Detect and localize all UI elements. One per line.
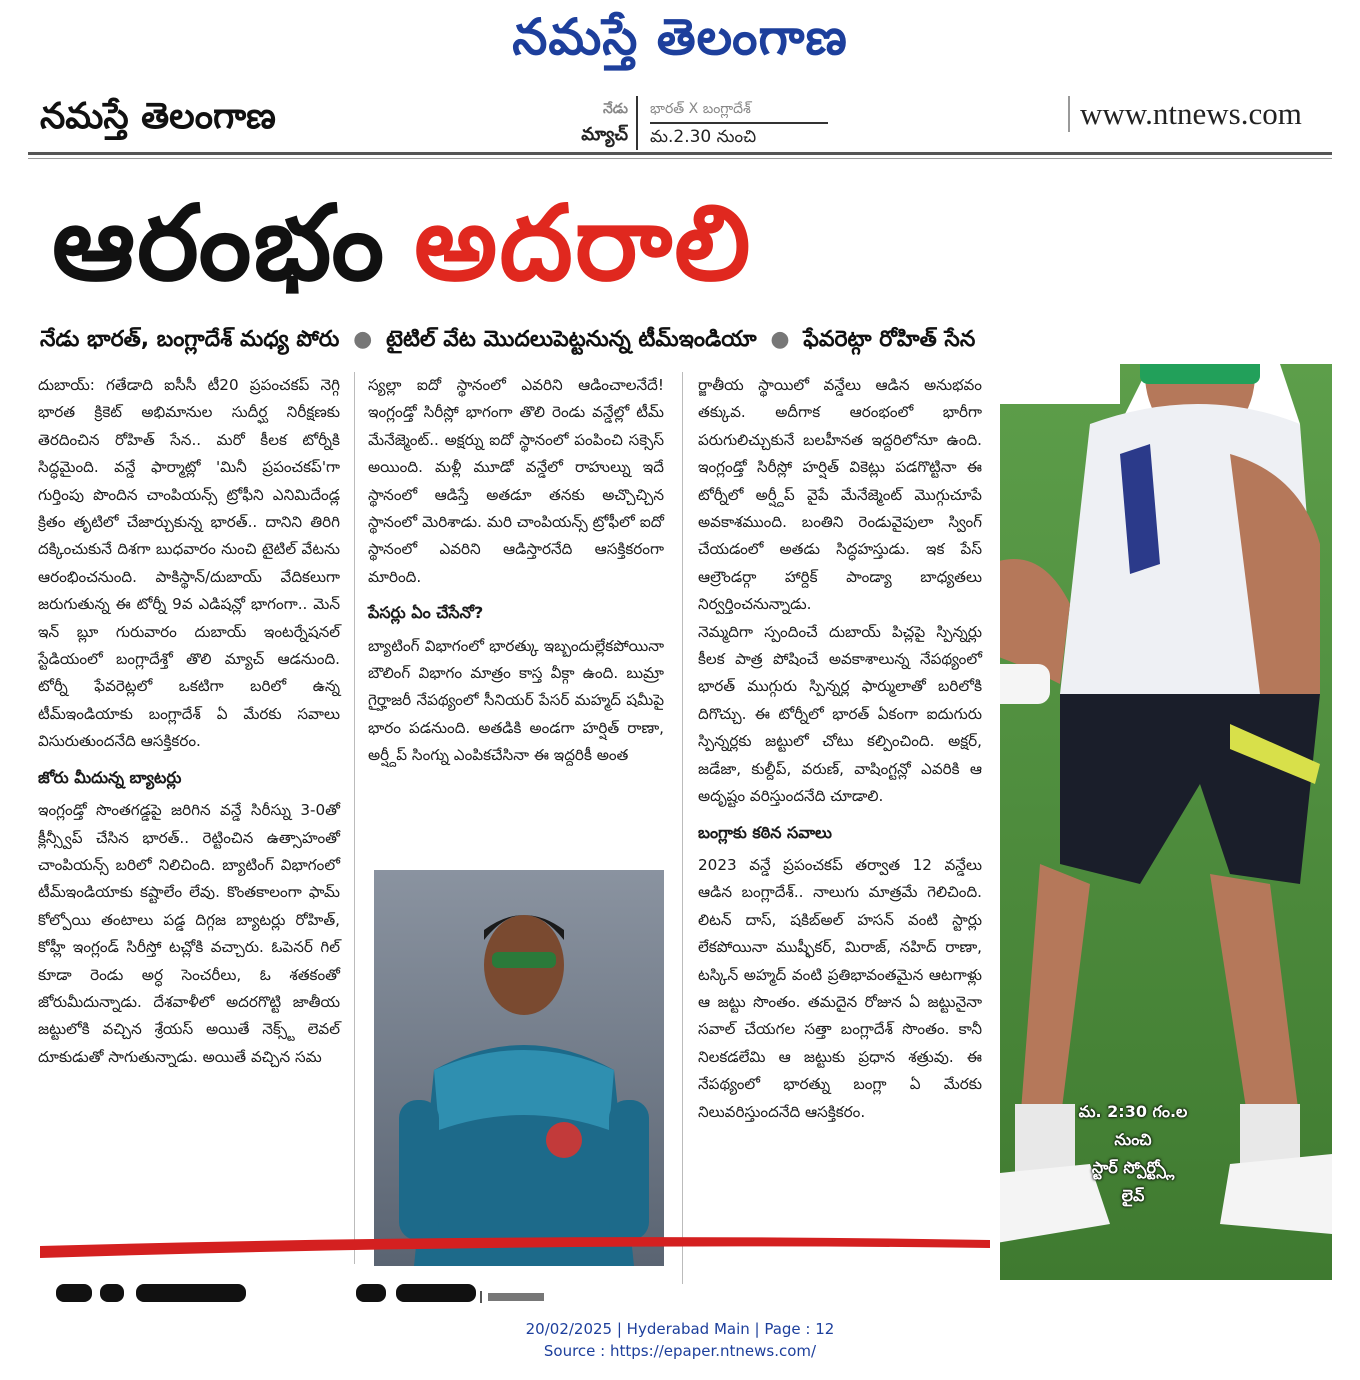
subhead-item-1: నేడు భారత్, బంగ్లాదేశ్ మధ్య పోరు: [40, 327, 340, 352]
bangladesh-player-photo: [374, 870, 664, 1266]
article-paragraph: 2023 వన్డే ప్రపంచకప్ తర్వాత 12 వన్డేలు ఆడిన బంగ్లాదేశ్.. నాలుగు మాత్రమే గెలిచింది. లిటన్ దాస్, షకిబ్అల్ హసన్ వంటి స్టార్లు లేకపోయినా ముష్ఫీకర్, మిరాజ్, నహిద్ రాణా, టస్కిన్ అహ్మద్ వంటి ప్రతిభావంతమైన ఆటగాళ్లు ఆ జట్టు సొంతం. తమదైన రోజున ఏ జట్టునైనా సవాల్ చేయగల సత్తా బంగ్లాదేశ్ సొంతం. కానీ నిలకడలేమి ఆ జట్టుకు ప్రధాన శత్రువు. ఈ నేపథ్యంలో భారత్ను బంగ్లా ఏ మేరకు నిలువరిస్తుందనేది ఆసక్తికరం.: [698, 855, 982, 1121]
website-link[interactable]: www.ntnews.com: [1068, 96, 1302, 132]
caption-line: స్టార్ స్పోర్ట్స్లో: [1091, 1158, 1175, 1177]
article-paragraph: ర్జాతీయ స్థాయిలో వన్డేలు ఆడిన అనుభవం తక్కువ. అదీగాక ఆరంభంలో భారీగా పరుగులిచ్చుకునే బలహీనత ఇద్దరిలోనూ ఉంది. ఇంగ్లండ్తో సిరీస్లో హర్షిత్ వికెట్లు పడగొట్టినా ఈ టోర్నీలో అర్ష్దీప్ వైపే మేనేజ్మెంట్ మొగ్గుచూపే అవకాశముంది. బంతిని రెండువైపులా స్వింగ్ చేయడంలో అతడు సిద్ధహస్తుడు. ఇక పేస్ ఆల్రౌండర్గా హార్దిక్ పాండ్యా బాధ్యతలు నిర్వర్తించనున్నాడు.: [698, 376, 982, 614]
column-divider: [682, 372, 683, 1284]
broadcast-caption: [1058, 1098, 1208, 1210]
caption-line: నుంచి: [1114, 1130, 1152, 1149]
headline: [52, 178, 752, 308]
article-subheading: బంగ్లాకు కఠిన సవాలు: [698, 822, 832, 842]
match-info-box: [636, 96, 828, 150]
article-paragraph: స్యల్లా ఐదో స్థానంలో ఎవరిని ఆడించాలనేదే! ఇంగ్లండ్తో సిరీస్లో భాగంగా తొలి రెండు వన్డేల్లో టీమ్ మేనేజ్మెంట్.. అక్షర్ను ఐదో స్థానంలో పంపించి సక్సెస్ అయింది. మళ్లీ మూడో వన్డేలో రాహుల్ను ఇదే స్థానంలో ఆడిస్తే అతడూ తనకు అచ్చొచ్చిన స్థానంలో మెరిశాడు. మరి చాంపియన్స్ ట్రోఫీలో ఐదో స్థానంలో ఎవరిని ఆడిస్తారనేది ఆసక్తికరంగా మారింది.: [368, 376, 664, 586]
next-story-headline-cut: [56, 1280, 476, 1302]
article-column-2: [368, 372, 664, 770]
article-paragraph: ఇంగ్లండ్తో సొంతగడ్డపై జరిగిన వన్డే సిరీస్ను 3-0తో క్లీన్స్వీప్ చేసిన భారత్.. రెట్టించిన ఉత్సాహంతో చాంపియన్స్ బరిలో నిలిచింది. బ్యాటింగ్ విభాగంలో టీమ్ఇండియాకు కష్టాలేం లేవు. కొంతకాలంగా ఫామ్ కోల్పోయి తంటాలు పడ్డ దిగ్గజ బ్యాటర్లు రోహిత్, కోహ్లీ ఇంగ్లండ్ సిరీస్తో టచ్లోకి వచ్చారు. ఓపెనర్ గిల్ కూడా రెండు అర్ధ సెంచరీలు, ఓ శతకంతో జోరుమీదున్నాడు. దేశవాళీలో అదరగొట్టి జాతీయ జట్టులోకి వచ్చిన శ్రేయస్ అయితే నెక్స్ట్ లెవల్ దూకుడుతో సాగుతున్నాడు. అయితే వచ్చిన సమ: [38, 801, 340, 1066]
footer-date-page: 20/02/2025 | Hyderabad Main | Page : 12: [525, 1320, 835, 1338]
article-column-3: [698, 372, 982, 1126]
article-paragraph: బ్యాటింగ్ విభాగంలో భారత్కు ఇబ్బందుల్లేకపోయినా బౌలింగ్ విభాగం మాత్రం కాస్త వీక్గా ఉంది. బుమ్రా గైర్హాజరీ నేపథ్యంలో సీనియర్ పేసర్ మహ్మద్ షమీపై భారం పడనుంది. అతడికి అండగా హర్షిత్ రాణా, అర్ష్దీప్ సింగ్ను ఎంపికచేసినా ఈ ఇద్దరికీ అంత: [368, 636, 664, 765]
column-divider: [354, 372, 355, 1264]
match-label-text: మ్యాచ్: [581, 124, 628, 145]
caption-line: మ. 2:30 గం.ల: [1078, 1102, 1188, 1121]
masthead-strip-logo: నమస్తే తెలంగాణ: [40, 96, 276, 137]
next-story-band: [40, 1236, 990, 1260]
headline-part2: అదరాలి: [414, 182, 753, 304]
article-paragraph: దుబాయ్: గతేడాది ఐసీసీ టీ20 ప్రపంచకప్ నెగ్గి భారత క్రికెట్ అభిమానుల సుదీర్ఘ నిరీక్షణకు తెరదించిన రోహిత్ సేన.. మరో కీలక టోర్నీకి సిద్ధమైంది. వన్డే ఫార్మాట్లో 'మినీ ప్రపంచకప్'గా గుర్తింపు పొందిన చాంపియన్స్ ట్రోఫీని ఎనిమిదేండ్ల క్రితం తృటిలో చేజార్చుకున్న భారత్.. దానిని తిరిగి దక్కించుకునే దిశగా బుధవారం నుంచి టైటిల్ వేటను ఆరంభించనుంది. పాకిస్థాన్/దుబాయ్ వేదికలుగా జరుగుతున్న ఈ టోర్నీ 9వ ఎడిషన్లో భాగంగా.. మెన్ ఇన్ బ్లూ గురువారం దుబాయ్ ఇంటర్నేషనల్ స్టేడియంలో బంగ్లాదేశ్తో తొలి మ్యాచ్ ఆడనుంది. టోర్నీ ఫేవరెట్లలో ఒకటిగా బరిలో ఉన్న టీమ్ఇండియాకు బంగ్లాదేశ్ ఏ మేరకు సవాలు విసురుతుందనేది ఆసక్తికరం.: [38, 376, 340, 751]
article-column-1: [38, 372, 340, 1071]
subheadline: [40, 327, 975, 357]
footer-source-link[interactable]: Source : https://epaper.ntnews.com/: [543, 1342, 817, 1360]
match-time: మ.2.30 నుంచి: [650, 127, 757, 147]
masthead-title: నమస్తే తెలంగాణ: [512, 8, 848, 66]
page-footer: [0, 1318, 1360, 1362]
match-label: [548, 96, 628, 148]
article-subheading: జోరు మీదున్న బ్యాటర్లు: [38, 767, 182, 787]
bullet-icon: ●: [353, 327, 373, 352]
masthead-rule-thin: [28, 158, 1332, 159]
headline-part1: ఆరంభం: [52, 182, 387, 304]
bullet-icon: ●: [770, 327, 790, 352]
subhead-item-3: ఫేవరెట్గా రోహిత్ సేన: [803, 327, 976, 352]
article-subheading: పేసర్లు ఏం చేసేనో?: [368, 603, 484, 623]
caption-line: లైవ్: [1121, 1186, 1145, 1205]
next-story-subline-cut: [480, 1288, 550, 1300]
subhead-item-2: టైటిల్ వేట మొదలుపెట్టనున్న టీమ్ఇండియా: [385, 327, 757, 352]
match-teams: భారత్ X బంగ్లాదేశ్: [650, 96, 828, 124]
match-label-faded: నేడు: [602, 101, 628, 117]
article-paragraph: నెమ్మదిగా స్పందించే దుబాయ్ పిచ్లపై స్పిన్నర్లు కీలక పాత్ర పోషించే అవకాశాలున్న నేపథ్యంలో భారత్ ముగ్గురు స్పిన్నర్ల ఫార్ములాతో బరిలోకి దిగొచ్చు. ఈ టోర్నీలో భారత్ ఏకంగా ఐదుగురు స్పిన్నర్లకు జట్టులో చోటు కల్పించింది. అక్షర్, జడేజా, కుల్దీప్, వరుణ్, వాషింగ్టన్లో ఎవరికి ఆ అదృష్టం వరిస్తుందనేది చూడాలి.: [698, 622, 982, 806]
masthead-rule: [28, 152, 1332, 155]
